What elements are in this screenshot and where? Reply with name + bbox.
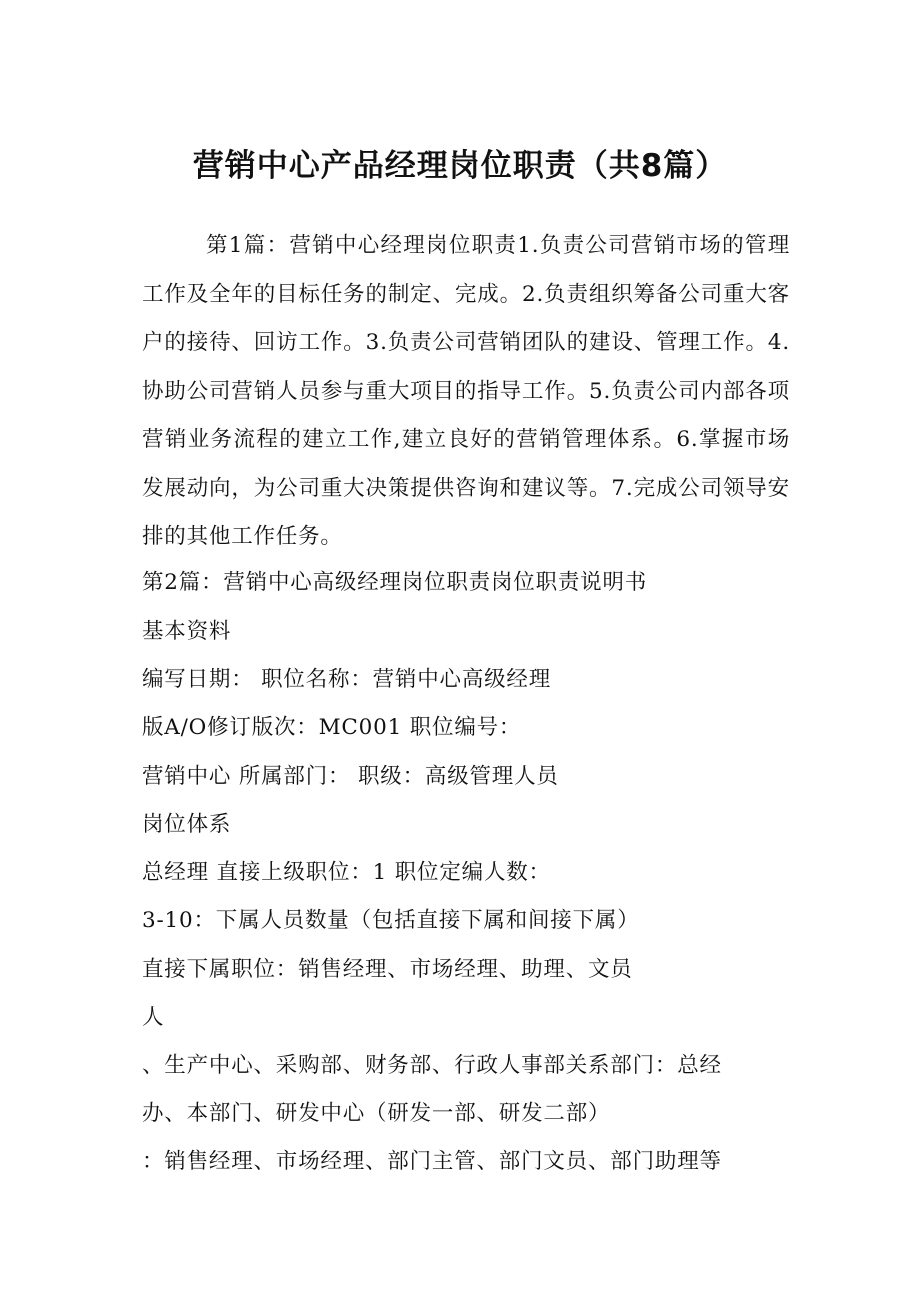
text-line-related-departments: 、生产中心、采购部、财务部、行政人事部关系部门：总经	[142, 1053, 722, 1078]
text-line-department: 营销中心 所属部门： 职级：高级管理人员	[142, 764, 559, 789]
text-line-superior: 总经理 直接上级职位：1 职位定编人数：	[142, 860, 551, 885]
text-line-part-2-heading: 第2篇：营销中心高级经理岗位职责岗位职责说明书	[142, 570, 648, 595]
text-line-person: 人	[142, 1005, 165, 1030]
paragraph-part-1: 第1篇：营销中心经理岗位职责1.负责公司营销市场的管理工作及全年的目标任务的制定、完成。2.负责组织筹备公司重大客户的接待、回访工作。3.负责公司营销团队的建设、管理工作。4.协助公司营销人员参与重大项目的指导工作。5.负责公司内部各项营销业务流程的建立工作,建立良好的营销管理体系。6.掌握市场发展动向，为公司重大决策提供咨询和建议等。7.完成公司领导安排的其他工作任务。	[142, 233, 790, 549]
text-line-staff-roles: ：销售经理、市场经理、部门主管、部门文员、部门助理等	[142, 1149, 722, 1174]
text-line-date-title: 编写日期： 职位名称：营销中心高级经理	[142, 667, 552, 692]
document-title: 营销中心产品经理岗位职责（共8篇）	[192, 148, 728, 184]
text-line-direct-subordinates: 直接下属职位：销售经理、市场经理、助理、文员	[142, 957, 633, 982]
text-line-subordinates-count: 3-10：下属人员数量（包括直接下属和间接下属）	[142, 908, 640, 933]
text-line-position-system: 岗位体系	[142, 812, 232, 837]
text-line-revision: 版A/O修订版次：MC001 职位编号：	[142, 715, 522, 740]
text-line-basic-info: 基本资料	[142, 619, 232, 644]
text-line-internal-departments: 办、本部门、研发中心（研发一部、研发二部）	[142, 1101, 611, 1126]
